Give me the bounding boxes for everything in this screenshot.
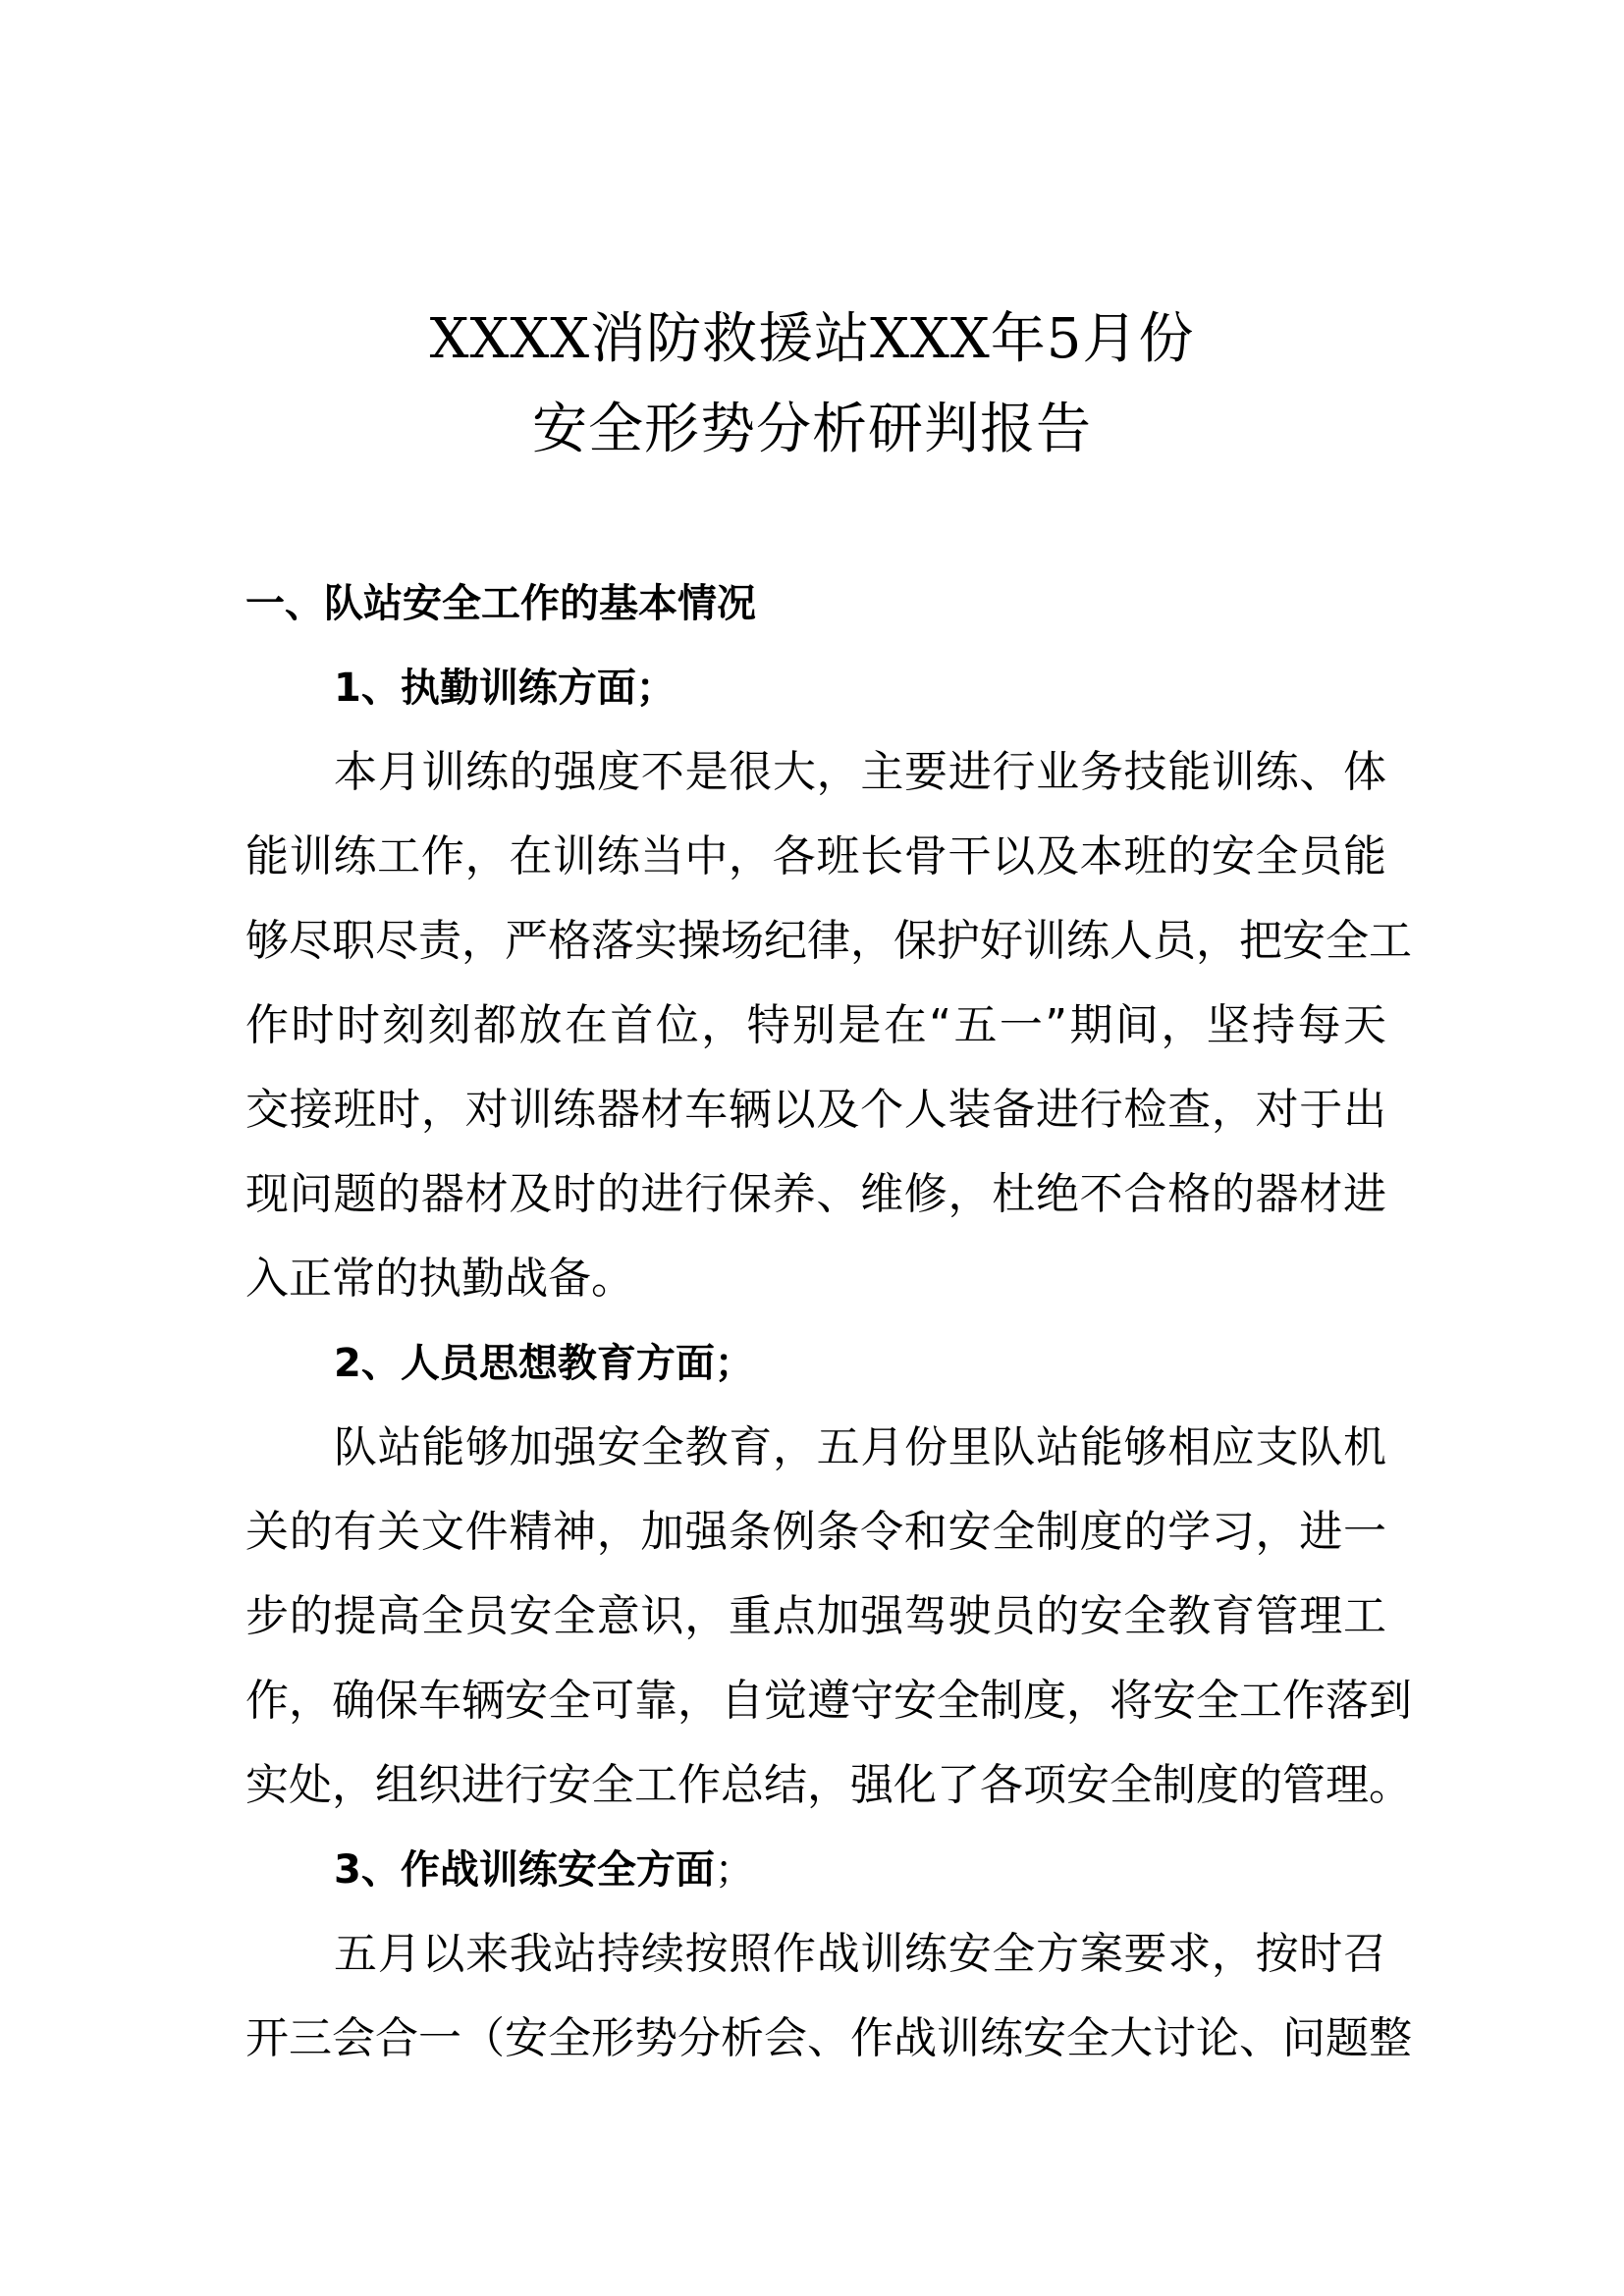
paragraph-line: 交接班时，对训练器材车辆以及个人装备进行检查，对于出: [245, 1085, 1386, 1135]
document-body: [245, 561, 1412, 2081]
paragraph-line: 关的有关文件精神，加强条例条令和安全制度的学习，进一: [245, 1507, 1386, 1557]
paragraph-line: 现问题的器材及时的进行保养、维修，杜绝不合格的器材进: [245, 1169, 1386, 1219]
subsection-3-heading-text: 3、作战训练安全方面: [334, 1847, 715, 1893]
paragraph-line: 本月训练的强度不是很大，主要进行业务技能训练、体: [334, 747, 1386, 797]
subsection-3-paragraph: [245, 1912, 1412, 2081]
subsection-2-heading: 2、人员思想教育方面；: [334, 1341, 754, 1386]
paragraph-line: 实处，组织进行安全工作总结，强化了各项安全制度的管理。: [245, 1760, 1412, 1810]
paragraph-line: 够尽职尽责，严格落实操场纪律，保护好训练人员，把安全工: [245, 916, 1412, 966]
paragraph-line: 开三会合一（安全形势分析会、作战训练安全大讨论、问题整: [245, 2013, 1412, 2063]
title-line-2: 安全形势分析研判报告: [532, 398, 1092, 461]
paragraph-line: 入正常的执勤战备。: [245, 1254, 634, 1304]
paragraph-line: 作时时刻刻都放在首位，特别是在“五一”期间，坚持每天: [245, 1000, 1386, 1050]
paragraph-line: 步的提高全员安全意识，重点加强驾驶员的安全教育管理工: [245, 1591, 1386, 1641]
subsection-1-heading: 1、执勤训练方面；: [334, 666, 676, 711]
title-line-1: XXXX消防救援站XXX年5月份: [429, 307, 1195, 371]
subsection-3-heading-punct: ；: [714, 1847, 754, 1893]
paragraph-line: 能训练工作，在训练当中，各班长骨干以及本班的安全员能: [245, 831, 1386, 881]
paragraph-line: 五月以来我站持续按照作战训练安全方案要求，按时召: [334, 1929, 1386, 1979]
paragraph-line: 作，确保车辆安全可靠，自觉遵守安全制度，将安全工作落到: [245, 1676, 1412, 1726]
subsection-3-heading: [245, 1828, 1386, 1912]
document-title: [0, 294, 1624, 475]
section-1-heading: 一、队站安全工作的基本情况: [245, 581, 756, 626]
subsection-2-paragraph: [245, 1406, 1412, 1828]
subsection-1-paragraph: [245, 730, 1412, 1321]
paragraph-line: 队站能够加强安全教育，五月份里队站能够相应支队机: [334, 1422, 1386, 1472]
